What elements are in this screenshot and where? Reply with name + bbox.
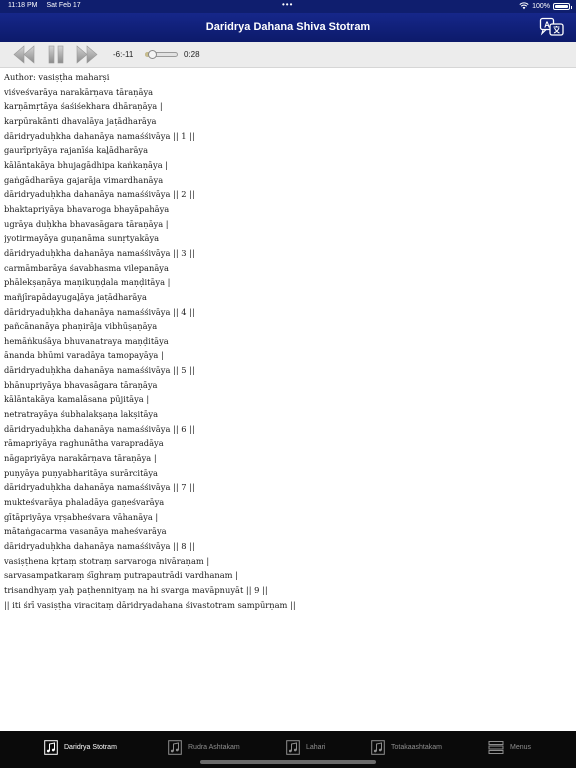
music-note-icon bbox=[371, 740, 385, 755]
stotram-line: kālāntakāya kamalāsana pūjitāya | bbox=[4, 394, 150, 405]
stotram-line: dāridryaduḥkha dahanāya namaśśivāya || 3 || bbox=[4, 247, 195, 258]
stotram-line: dāridryaduḥkha dahanāya namaśśivāya || 1 || bbox=[4, 130, 195, 141]
stotram-line: Author: vasiṣṭha maharṣi bbox=[4, 72, 110, 82]
stotram-line: netratrayāya śubhalakṣaṇa lakṣitāya bbox=[4, 409, 159, 420]
home-indicator[interactable] bbox=[200, 760, 376, 764]
translate-icon[interactable] bbox=[539, 17, 565, 37]
status-time-date bbox=[8, 2, 81, 9]
stotram-line: dāridryaduḥkha dahanāya namaśśivāya || 8 || bbox=[4, 541, 195, 551]
tab-label: Menus bbox=[510, 743, 532, 751]
stotram-line: bhaktapriyāya bhavaroga bhayāpahāya bbox=[4, 203, 170, 214]
stotram-line: mukteśvarāya phaladāya gaṇeśvarāya bbox=[4, 497, 165, 508]
tab-menus[interactable] bbox=[488, 737, 531, 757]
battery-percent: 100% bbox=[532, 2, 550, 10]
stotram-line: mañjīrapādayugaḻāya jaṭādharāya bbox=[4, 291, 147, 302]
multitasking-dots[interactable]: ••• bbox=[282, 0, 294, 9]
stotram-line: carmāmbarāya śavabhasma vilepanāya bbox=[4, 262, 169, 273]
tab-label: Lahari bbox=[306, 743, 326, 751]
stotram-line: ānanda bhūmi varadāya tamopayāya | bbox=[4, 350, 164, 361]
stotram-line: trisandhyaṃ yaḥ paṭhennityaṃ na hi svarga mavāpnuyāt || 9 || bbox=[4, 584, 268, 595]
stotram-line: dāridryaduḥkha dahanāya namaśśivāya || 4 || bbox=[4, 306, 195, 317]
pause-icon[interactable] bbox=[47, 45, 65, 64]
stotram-line: hemāṅkuśāya bhuvanatraya maṇḍitāya bbox=[4, 335, 169, 346]
stotram-line: mātaṅgacarma vasanāya maheśvarāya bbox=[4, 526, 167, 537]
tab-label: Rudra Ashtakam bbox=[188, 743, 240, 751]
stotram-line: kālāntakāya bhujagādhipa kaṅkaṇāya | bbox=[4, 159, 169, 170]
tab-totakaashtakam[interactable] bbox=[371, 737, 442, 757]
stotram-line: bhānupriyāya bhavasāgara tāraṇāya bbox=[4, 379, 158, 390]
stotram-line: dāridryaduḥkha dahanāya namaśśivāya || 7 || bbox=[4, 482, 195, 493]
stotram-line: dāridryaduḥkha dahanāya namaśśivāya || 2 || bbox=[4, 189, 195, 200]
wifi-icon bbox=[519, 2, 529, 10]
music-note-icon bbox=[168, 740, 182, 755]
tab-daridrya-stotram[interactable] bbox=[44, 737, 117, 757]
time-remaining: -6:-11 bbox=[113, 50, 134, 59]
stotram-line: gītāpriyāya vṛṣabheśvara vāhanāya | bbox=[4, 511, 159, 522]
stotram-line: pañcānanāya phaṇirāja vibhūṣaṇāya bbox=[4, 321, 158, 332]
stotram-line: karṇāmṛtāya śaśiśekhara dhāraṇāya | bbox=[4, 101, 163, 112]
stotram-line: vasiṣṭhena kṛtaṃ stotraṃ sarvaroga nivāraṇam | bbox=[4, 555, 210, 566]
navigation-bar bbox=[0, 13, 576, 42]
music-note-icon bbox=[286, 740, 300, 755]
tab-lahari[interactable] bbox=[286, 737, 325, 757]
page-title: Daridrya Dahana Shiva Stotram bbox=[205, 21, 371, 33]
stotram-line: || iti śrī vasiṣṭha viracitaṃ dāridryadahana śivastotram sampūrṇam || bbox=[4, 599, 296, 610]
stotram-line: karpūrakānti dhavalāya jaṭādharāya bbox=[4, 115, 157, 126]
rewind-icon[interactable] bbox=[13, 45, 35, 64]
stotram-line: rāmapriyāya raghunātha varapradāya bbox=[4, 438, 164, 449]
audio-player bbox=[0, 42, 576, 68]
battery-icon bbox=[553, 3, 570, 10]
status-bar bbox=[0, 0, 576, 13]
stotram-line: jyotirmayāya guṇanāma sunṛtyakāya bbox=[4, 233, 160, 244]
stotram-line: nāgapriyāya narakārṇava tāraṇāya | bbox=[4, 453, 157, 464]
stotram-line: puṇyāya puṇyabharitāya surārcitāya bbox=[4, 467, 159, 478]
music-note-icon bbox=[44, 740, 58, 755]
tab-rudra-ashtakam[interactable] bbox=[168, 737, 240, 757]
stotram-line: sarvasampatkaraṃ śīghraṃ putrapautrādi vardhanam | bbox=[4, 570, 238, 581]
time-total: 0:28 bbox=[184, 50, 200, 59]
status-time: 11:18 PM bbox=[8, 2, 38, 9]
menu-stack-icon bbox=[488, 740, 504, 755]
stotram-line: dāridryaduḥkha dahanāya namaśśivāya || 6 || bbox=[4, 423, 195, 434]
stotram-line: ugrāya duḥkha bhavasāgara tāraṇāya | bbox=[4, 218, 169, 229]
status-right bbox=[519, 2, 570, 10]
stotram-line: phālekṣaṇāya maṇikuṇḍala maṇḍitāya | bbox=[4, 277, 171, 288]
tab-label: Daridrya Stotram bbox=[64, 743, 117, 751]
stotram-line: gaṅgādharāya gajarāja vimardhanāya bbox=[4, 174, 164, 185]
status-date: Sat Feb 17 bbox=[46, 2, 81, 9]
stotram-text bbox=[4, 70, 572, 726]
fast-forward-icon[interactable] bbox=[76, 45, 98, 64]
tab-label: Totakaashtakam bbox=[391, 743, 442, 751]
stotram-line: dāridryaduḥkha dahanāya namaśśivāya || 5 || bbox=[4, 365, 195, 376]
seek-thumb[interactable] bbox=[148, 50, 157, 59]
stotram-line: viśveśvarāya narakārṇava tāraṇāya bbox=[4, 86, 154, 97]
svg-text:A: A bbox=[544, 20, 550, 30]
stotram-line: gaurīpriyāya rajanīśa kaḻādharāya bbox=[4, 145, 149, 156]
